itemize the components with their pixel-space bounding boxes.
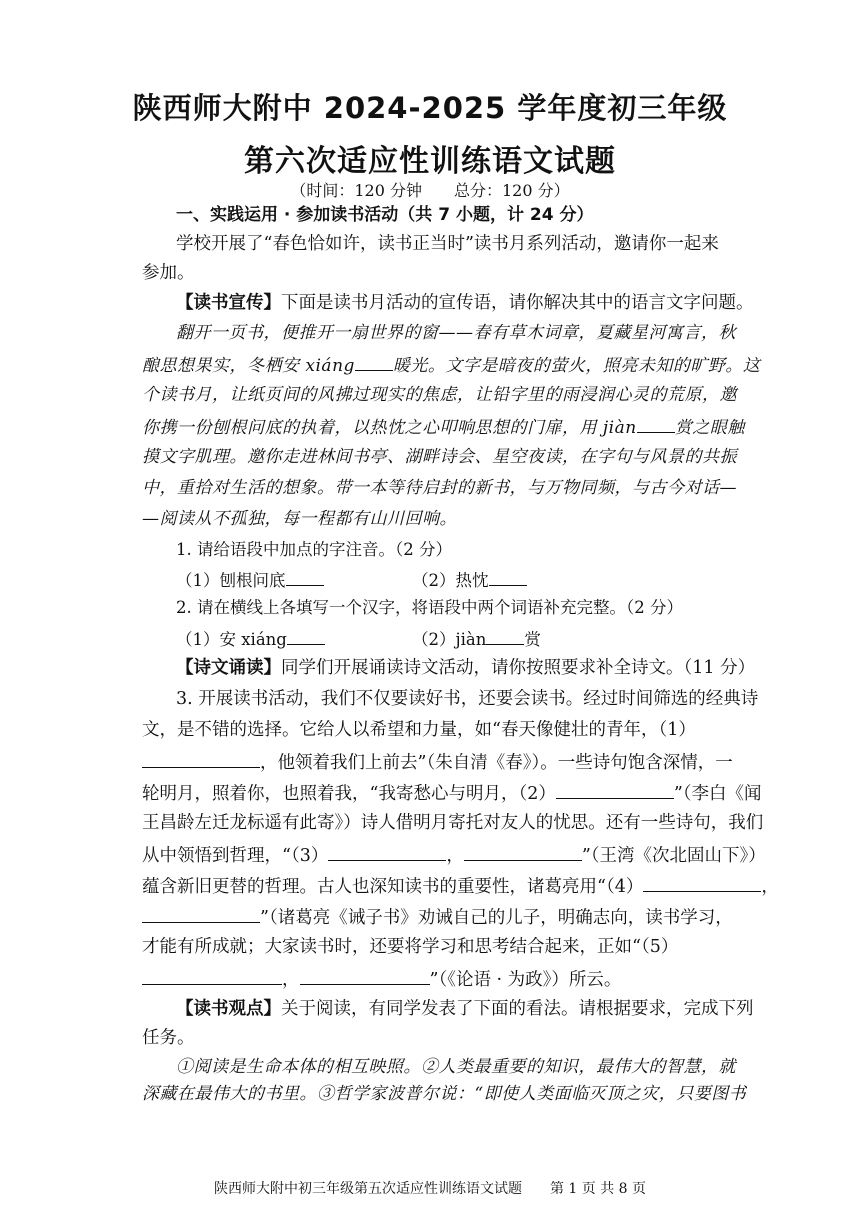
question-1-part-2 [412,569,527,591]
q1-a-label: （1）刨根问底 [176,571,286,590]
poetry-line [142,906,733,929]
promo-paragraph-line [142,354,760,376]
poetry-instruction [176,658,755,679]
promo-paragraph-line: 翻开一页书，便推开一扇世界的窗——春有草木词章，夏藏星河寓言，秋 [176,323,736,343]
question-1: 1. 请给语段中加点的字注音。（2 分） [176,540,452,559]
poetry-line: 3. 开展读书活动，我们不仅要读好书，还要会读书。经过时间筛选的经典诗 [176,689,759,709]
answer-blank[interactable] [464,844,582,861]
viewpoint-line: ①阅读是生命本体的相互映照。②人类最重要的知识，最伟大的智慧，就 [176,1057,736,1077]
question-2: 2. 请在横线上各填写一个汉字，将语段中两个词语补充完整。（2 分） [176,598,683,617]
answer-blank[interactable] [287,628,325,645]
exam-meta: （时间：120 分钟 总分：120 分） [290,181,570,200]
poetry-line: 文，是不错的选择。它给人以希望和力量，如“春天像健壮的青年，（1） [142,720,696,740]
poetry-line [142,782,762,805]
poetry-text: ”（李白《闻 [673,784,762,804]
viewpoint-tag: 【读书观点】 [176,999,281,1019]
poetry-line [142,968,621,991]
answer-blank[interactable] [489,569,527,586]
answer-blank[interactable] [286,569,324,586]
q2-b-tail: 赏 [524,630,541,649]
answer-blank[interactable] [142,906,260,923]
answer-blank[interactable] [142,751,260,768]
page-footer: 陕西师大附中初三年级第五次适应性训练语文试题 第 1 页 共 8 页 [213,1181,647,1197]
poetry-text: ， [761,877,779,897]
answer-blank[interactable] [486,628,524,645]
answer-blank[interactable] [355,354,393,371]
q2-b-label: （2）jiàn [412,630,487,649]
poetry-tag: 【诗文诵读】 [176,658,281,678]
poetry-text: ， [446,846,464,866]
viewpoint-line: 深藏在最伟大的书里。③哲学家波普尔说：“即使人类面临灭顶之灾，只要图书 [142,1084,747,1104]
promo-paragraph-line: 中，重拾对生活的想象。带一本等待启封的新书，与万物同频，与古今对话— [142,478,737,498]
promo-text: 暖光。文字是暗夜的萤火，照亮未知的旷野。这 [392,356,761,376]
answer-blank[interactable] [643,875,761,892]
promo-instruction [176,293,754,314]
poetry-text: 轮明月，照着你，也照着我，“我寄愁心与明月，（2） [142,784,556,804]
poetry-text: ”（《论语 · 为政》）所云。 [429,970,622,990]
poetry-text: ， [282,970,300,990]
promo-text: 酿思想果实，冬栖安 xiáng [142,356,355,376]
intro-line: 学校开展了“春色恰如许，读书正当时”读书月系列活动，邀请你一起来 [176,234,719,254]
promo-text: 你携一份刨根问底的执着，以热忱之心叩响思想的门扉，用 jiàn [142,418,637,438]
answer-blank[interactable] [300,968,430,985]
exam-title-line1: 陕西师大附中 2024-2025 学年度初三年级 [132,91,728,125]
intro-line: 参加。 [142,263,195,283]
viewpoint-instruction-cont: 任务。 [142,1028,195,1048]
promo-paragraph-line [142,416,745,438]
answer-blank[interactable] [142,968,282,985]
answer-blank[interactable] [556,782,674,799]
poetry-text: ”（王湾《次北固山下》） [581,846,766,866]
q1-b-label: （2）热忱 [412,571,489,590]
promo-paragraph-line: 摸文字肌理。邀你走进林间书亭、湖畔诗会、星空夜读，在字句与风景的共振 [142,447,737,467]
question-1-part-1 [176,569,324,591]
answer-blank[interactable] [637,416,675,433]
exam-title-line2: 第六次适应性训练语文试题 [244,144,616,179]
poetry-text: ”（诸葛亮《诫子书》劝诫自己的儿子，明确志向，读书学习， [260,908,733,928]
poetry-line: 才能有所成就；大家读书时，还要将学习和思考结合起来，正如“（5） [142,937,679,957]
poetry-text: 蕴含新旧更替的哲理。古人也深知读书的重要性，诸葛亮用“（4） [142,877,644,897]
promo-tag: 【读书宣传】 [176,293,281,313]
poetry-line: 王昌龄左迁龙标遥有此寄》）诗人借明月寄托对友人的忧思。还有一些诗句，我们 [142,813,764,833]
q2-a-label: （1）安 xiáng [176,630,287,649]
poetry-text: 从中领悟到哲理，“（3） [142,846,329,866]
promo-text: 赏之眼触 [674,418,745,438]
poetry-text: ，他领着我们上前去”（朱自清《春》）。一些诗句饱含深情，一 [260,753,733,773]
viewpoint-instruction [176,999,754,1020]
poetry-line [142,875,779,898]
section-heading: 一、实践运用 · 参加读书活动（共 7 小题，计 24 分） [176,205,594,225]
promo-instruction-text: 下面是读书月活动的宣传语，请你解决其中的语言文字问题。 [281,293,754,313]
promo-paragraph-line: —阅读从不孤独，每一程都有山川回响。 [142,509,457,529]
viewpoint-instruction-text: 关于阅读，有同学发表了下面的看法。请根据要求，完成下列 [281,999,754,1019]
question-2-part-1 [176,628,325,650]
poetry-instruction-text: 同学们开展诵读诗文活动，请你按照要求补全诗文。（11 分） [281,658,756,678]
poetry-line [142,844,766,867]
promo-paragraph-line: 个读书月，让纸页间的风拂过现实的焦虑，让铅字里的雨浸润心灵的荒原，邀 [142,385,737,405]
answer-blank[interactable] [328,844,446,861]
question-2-part-2 [412,628,541,650]
poetry-line [142,751,733,774]
